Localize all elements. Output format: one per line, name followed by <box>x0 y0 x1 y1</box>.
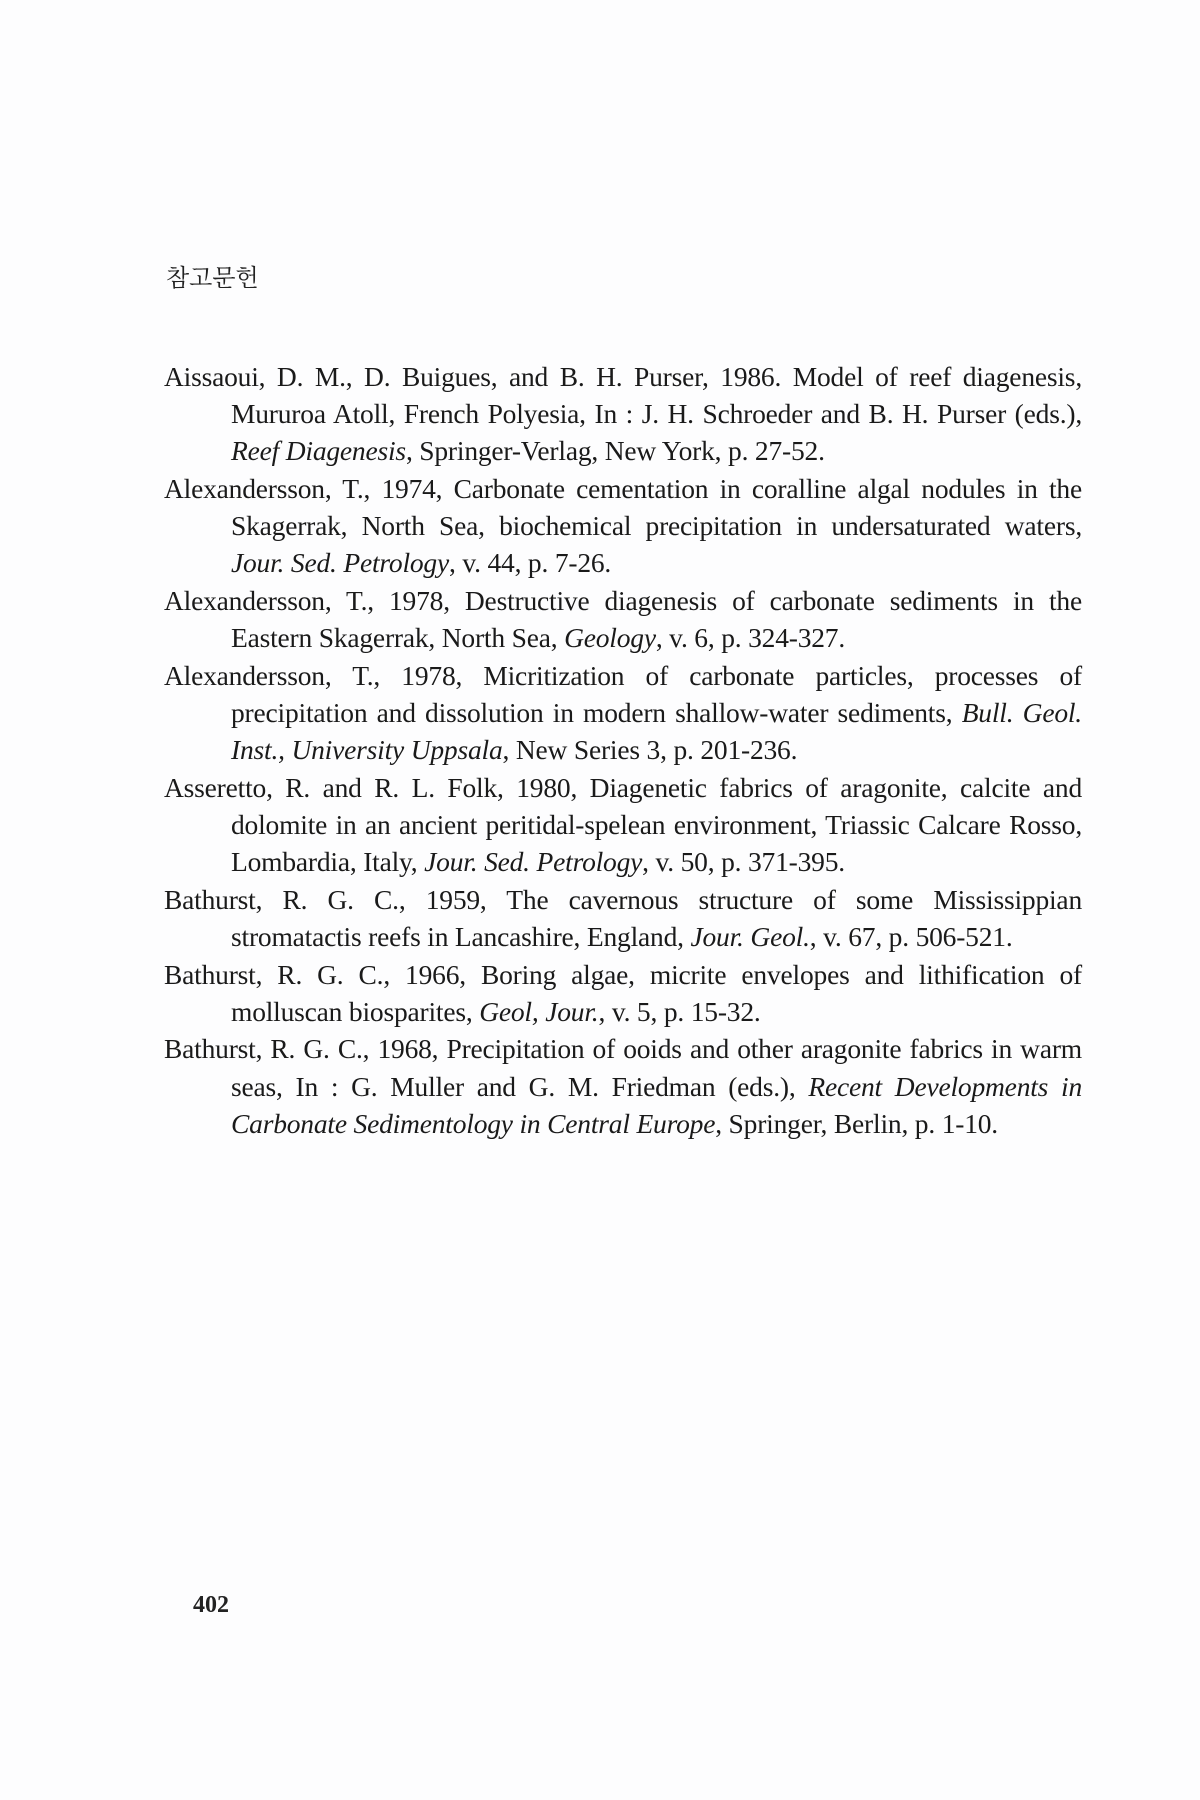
reference-entry <box>164 881 1082 955</box>
reference-text: , v. 44, p. 7-26. <box>449 547 612 579</box>
reference-entry <box>164 470 1082 582</box>
reference-entry <box>164 657 1082 769</box>
reference-text: , Springer-Verlag, New York, p. 27-52. <box>405 435 825 467</box>
reference-text: Bathurst, R. G. C., 1966, Boring algae, micrite envelopes and lithification of molluscan biosparites, <box>164 958 1082 1027</box>
reference-text: , v. 6, p. 324-327. <box>655 622 846 654</box>
reference-text: , Springer, Berlin, p. 1-10. <box>715 1107 998 1139</box>
reference-text: , v. 5, p. 15-32. <box>598 995 761 1027</box>
reference-list <box>164 358 1082 1142</box>
section-title: 참고문헌 <box>166 264 259 292</box>
reference-title-italic: Recent Developments in Carbonate Sedimentology in Central Europe <box>231 1070 1082 1139</box>
reference-text: Asseretto, R. and R. L. Folk, 1980, Diagenetic fabrics of aragonite, calcite and dolomite in an ancient peritidal-spelean environment, Triassic Calcare Rosso, Lombardia, Italy, <box>164 771 1082 878</box>
reference-text: Bathurst, R. G. C., 1959, The cavernous structure of some Mississippian stromatactis reefs in Lancashire, England, <box>164 883 1082 952</box>
reference-text: Alexandersson, T., 1978, Micritization of carbonate particles, processes of precipitation and dissolution in modern shallow-water sediments, <box>164 659 1082 728</box>
reference-entry <box>164 769 1082 881</box>
reference-title-italic: Jour. Sed. Petrology <box>231 547 449 579</box>
reference-text: , v. 50, p. 371-395. <box>642 846 845 878</box>
reference-text: Alexandersson, T., 1974, Carbonate cementation in coralline algal nodules in the Skagerrak, North Sea, biochemical precipitation in undersaturated waters, <box>164 473 1082 542</box>
reference-title-italic: Geol, Jour. <box>479 995 599 1027</box>
reference-title-italic: Geology <box>564 622 656 654</box>
reference-entry <box>164 582 1082 656</box>
reference-title-italic: Bull. Geol. Inst., University Uppsala <box>231 697 1082 766</box>
reference-title-italic: Jour. Sed. Petrology <box>424 846 643 878</box>
reference-title-italic: Jour. Geol. <box>690 921 810 952</box>
reference-text: Bathurst, R. G. C., 1968, Precipitation of ooids and other aragonite fabrics in warm seas, In : G. Muller and G. M. Friedman (eds.), <box>164 1033 1082 1102</box>
reference-text: , v. 67, p. 506-521. <box>809 921 1013 952</box>
reference-title-italic: Reef Diagenesis <box>231 435 406 467</box>
reference-entry <box>164 956 1082 1030</box>
reference-text: Alexandersson, T., 1978, Destructive diagenesis of carbonate sediments in the Eastern Skagerrak, North Sea, <box>164 585 1082 654</box>
reference-entry <box>164 358 1082 470</box>
reference-entry <box>164 1030 1082 1142</box>
reference-text: , New Series 3, p. 201-236. <box>502 734 798 766</box>
reference-text: Aissaoui, D. M., D. Buigues, and B. H. Purser, 1986. Model of reef diagenesis, Mururoa Atoll, French Polyesia, In : J. H. Schroeder and B. H. Purser (eds.), <box>164 361 1082 430</box>
page-number: 402 <box>193 1592 229 1618</box>
